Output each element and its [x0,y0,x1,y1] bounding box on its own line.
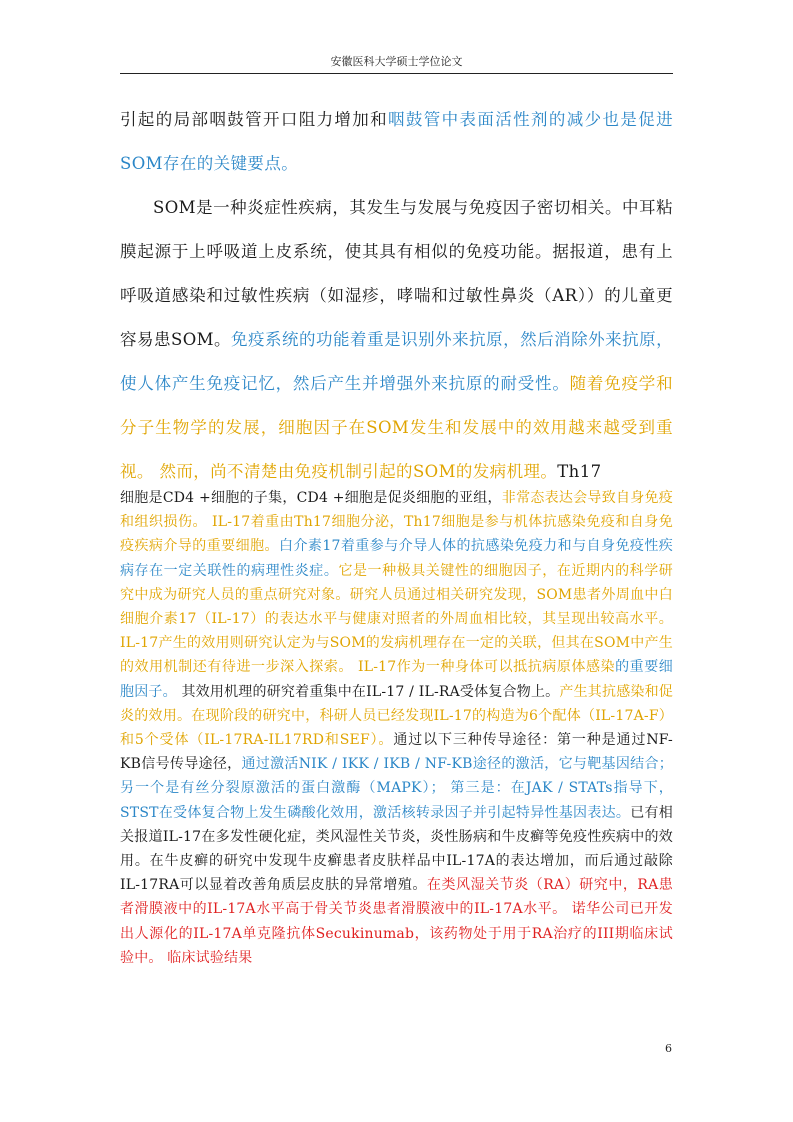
text-run-blue: 免疫系统的功能着重是识别外来抗原，然后消除外来抗原，使人体产生免疫记忆，然后产生并增强外来抗原的耐受性。 [120,330,673,393]
text-run: SOM是一种炎症性疾病，其发生与发展与免疫因子密切相关。中耳粘膜起源于上呼吸道上皮系统，使其具有相似的免疫功能。据报道，患有上呼吸道感染和过敏性疾病（如湿疹，哮喘和过敏性鼻炎（AR））的儿童更容易患SOM。 [120,198,673,349]
text-run: 通过以下三种传导途径：第一种是通过NF-KB信号传导途径， [120,732,673,773]
page-number: 6 [665,1042,672,1055]
body-large-text [120,98,673,494]
text-run-blue: 的重要细胞因子。 [120,659,673,700]
header-rule [120,73,673,74]
text-run-gold: 非常态表达会导致自身免疫和组织损伤。 IL-17着重由Th17细胞分泌，Th17细胞是参与机体抗感染免疫和自身免疫疾病介导的重要细胞。 [120,490,673,555]
text-run: 细胞是CD4 +细胞的子集，CD4 +细胞是促炎细胞的亚组， [120,490,502,506]
text-run: 其效用机理的研究着重集中在IL-17 / IL-RA受体复合物上。 [176,683,560,700]
text-run-blue: 咽鼓管中表面活性剂的减少也是促进SOM存在的关键要点。 [120,110,673,173]
text-run-gold: 随着免疫学和分子生物学的发展，细胞因子在SOM发生和发展中的效用越来越受到重视。 然而，尚不清楚由免疫机制引起的SOM的发病机理。 [120,374,673,481]
text-run-blue: 白介素17着重参与介导人体的抗感染免疫力和与自身免疫性疾病存在一定关联性的病理性炎症。 [120,538,674,579]
text-run-red: 在类风湿关节炎（RA）研究中，RA患者滑膜液中的IL-17A水平高于骨关节炎患者滑膜液中的IL-17A水平。 诺华公司已开发出人源化的IL-17A单克隆抗体Secukinumab，该药物处于用于RA治疗的III期临床试验中。 临床试验结果 [120,877,673,966]
text-run: 引起的局部咽鼓管开口阻力增加和 [120,110,389,129]
paragraph-1 [120,98,673,186]
text-run: 已有相关报道IL-17在多发性硬化症，类风湿性关节炎，炎性肠病和牛皮癣等免疫性疾病中的效用。在牛皮癣的研究中发现牛皮癣患者皮肤样品中IL-17A的表达增加，而后通过敲除 IL-17RA可以显着改善角质层皮肤的异常增殖。 [120,804,673,894]
text-run: Th17 [557,462,602,481]
paragraph-3 [120,486,673,970]
running-header: 安徽医科大学硕士学位论文 [330,55,463,68]
text-run-blue: 通过激活NIK / IKK / IKB / NF-KB途径的激活，它与靶基因结合； 另一个是有丝分裂原激活的蛋白激酶（MAPK）； 第三是：在JAK / STATs指导下，STST在受体复合物上发生磷酸化效用，激活核转录因子并引起特异性基因表达。 [120,756,673,821]
text-run-gold: 它是一种极具关键性的细胞因子，在近期内的科学研究中成为研究人员的重点研究对象。研究人员通过相关研究发现，SOM患者外周血中白细胞介素17（IL-17）的表达水平与健康对照者的外周血相比较，其呈现出较高水平。IL-17产生的效用则研究认定为与SOM的发病机理存在一定的关联，但其在SOM中产生的效用机制还有待进一步深入探索。 IL-17作为一种身体可以抵抗病原体感染 [120,562,673,676]
paragraph-2 [120,186,673,494]
text-run-gold: 产生其抗感染和促炎的效用。在现阶段的研究中，科研人员已经发现IL-17的构造为6个配体（IL-17A-F）和5个受体（IL-17RA-IL17RD和SEF）。 [120,683,673,749]
body-small-text [120,486,673,970]
